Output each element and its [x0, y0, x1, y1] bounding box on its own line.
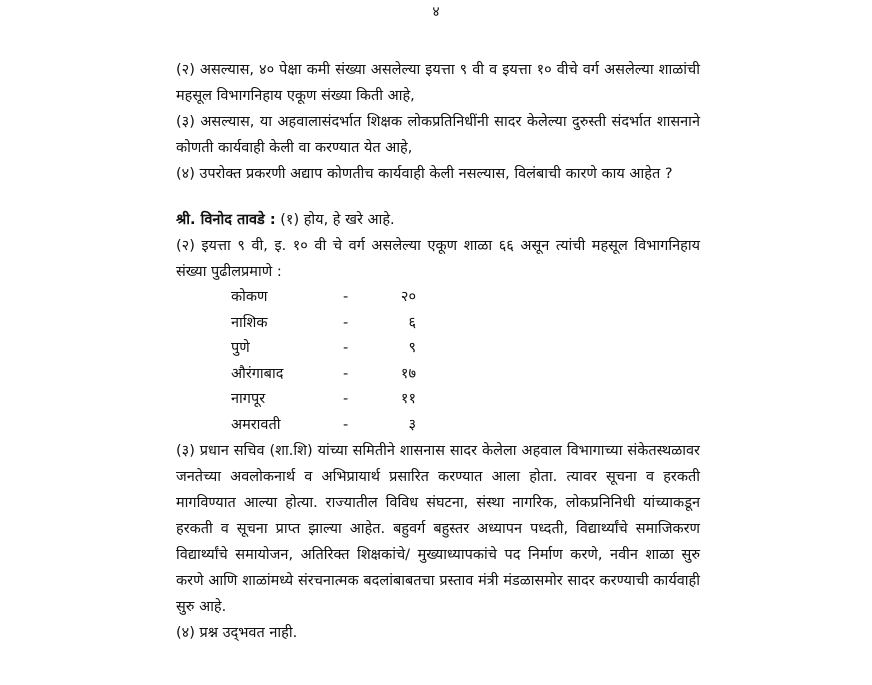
table-row	[231, 311, 416, 337]
page-number: ४	[432, 4, 440, 20]
division-dash: -	[343, 416, 349, 433]
question-part-2: (२) असल्यास, ४० पेक्षा कमी संख्या असलेल्या इयत्ता ९ वी व इयत्ता १० वीचे वर्ग असलेल्या शाळांची महसूल विभागनिहाय एकूण संख्या किती आहे,	[176, 62, 700, 104]
answer-part-1-text: (१) होय, हे खरे आहे.	[275, 212, 395, 228]
division-name: नाशिक	[231, 314, 268, 331]
section-spacer	[176, 187, 700, 207]
answer-part-1	[176, 207, 700, 233]
table-row	[231, 285, 416, 311]
division-count: १७	[400, 365, 416, 382]
table-row	[231, 387, 416, 413]
division-count: ६	[408, 314, 416, 331]
answer-speaker: श्री. विनोद तावडे :	[176, 212, 276, 228]
answer-part-3: (३) प्रधान सचिव (शा.शि) यांच्या समितीने शासनास सादर केलेला अहवाल विभागाच्या संकेतस्थळावर जनतेच्या अवलोकनार्थ व अभिप्रायार्थ प्रसारित करण्यात आला होता. त्यावर सूचना व हरकती मागविण्यात आल्या होत्या. राज्यातील विविध संघटना, संस्था नागरिक, लोकप्रनिनिधी यांच्याकडून हरकती व सूचना प्राप्त झाल्या आहेत. बहुवर्ग बहुस्तर अध्यापन पध्दती, विद्यार्थ्यांचे समाजिकरण विद्यार्थ्यांचे समायोजन, अतिरिक्त शिक्षकांचे/ मुख्याध्यापकांचे पद निर्माण करणे, नवीन शाळा सुरु करणे आणि शाळांमध्ये संरचनात्मक बदलांबाबतचा प्रस्ताव मंत्री मंडळासमोर सादर करण्याची कार्यवाही सुरु आहे.	[176, 443, 700, 615]
division-dash: -	[343, 289, 349, 305]
division-name: पुणे	[231, 340, 250, 356]
table-row	[231, 362, 416, 388]
division-name: औरंगाबाद	[231, 365, 284, 382]
table-row	[231, 413, 416, 439]
division-name: नागपूर	[231, 391, 266, 407]
document-body	[176, 57, 700, 646]
division-dash: -	[343, 340, 349, 356]
division-table	[231, 285, 416, 438]
division-name: अमरावती	[231, 416, 281, 433]
table-row	[231, 336, 416, 362]
division-name: कोकण	[231, 289, 268, 305]
division-count: ३	[408, 416, 416, 433]
question-part-3: (३) असल्यास, या अहवालासंदर्भात शिक्षक लोकप्रतिनिधींनी सादर केलेल्या दुरुस्ती संदर्भात शासनाने कोणती कार्यवाही केली वा करण्यात येत आहे,	[176, 114, 700, 156]
division-dash: -	[343, 365, 349, 382]
division-dash: -	[343, 391, 349, 407]
question-part-4: (४) उपरोक्त प्रकरणी अद्याप कोणतीच कार्यवाही केली नसल्यास, विलंबाची कारणे काय आहेत ?	[176, 166, 673, 182]
answer-part-2: (२) इयत्ता ९ वी, इ. १० वी चे वर्ग असलेल्या एकूण शाळा ६६ असून त्यांची महसूल विभागनिहाय संख्या पुढीलप्रमाणे :	[176, 238, 700, 280]
division-count: २०	[400, 289, 416, 305]
answer-part-4: (४) प्रश्न उद्‌भवत नाही.	[176, 625, 298, 641]
division-count: ११	[400, 391, 416, 407]
division-count: ९	[408, 340, 416, 356]
division-dash: -	[343, 314, 349, 331]
